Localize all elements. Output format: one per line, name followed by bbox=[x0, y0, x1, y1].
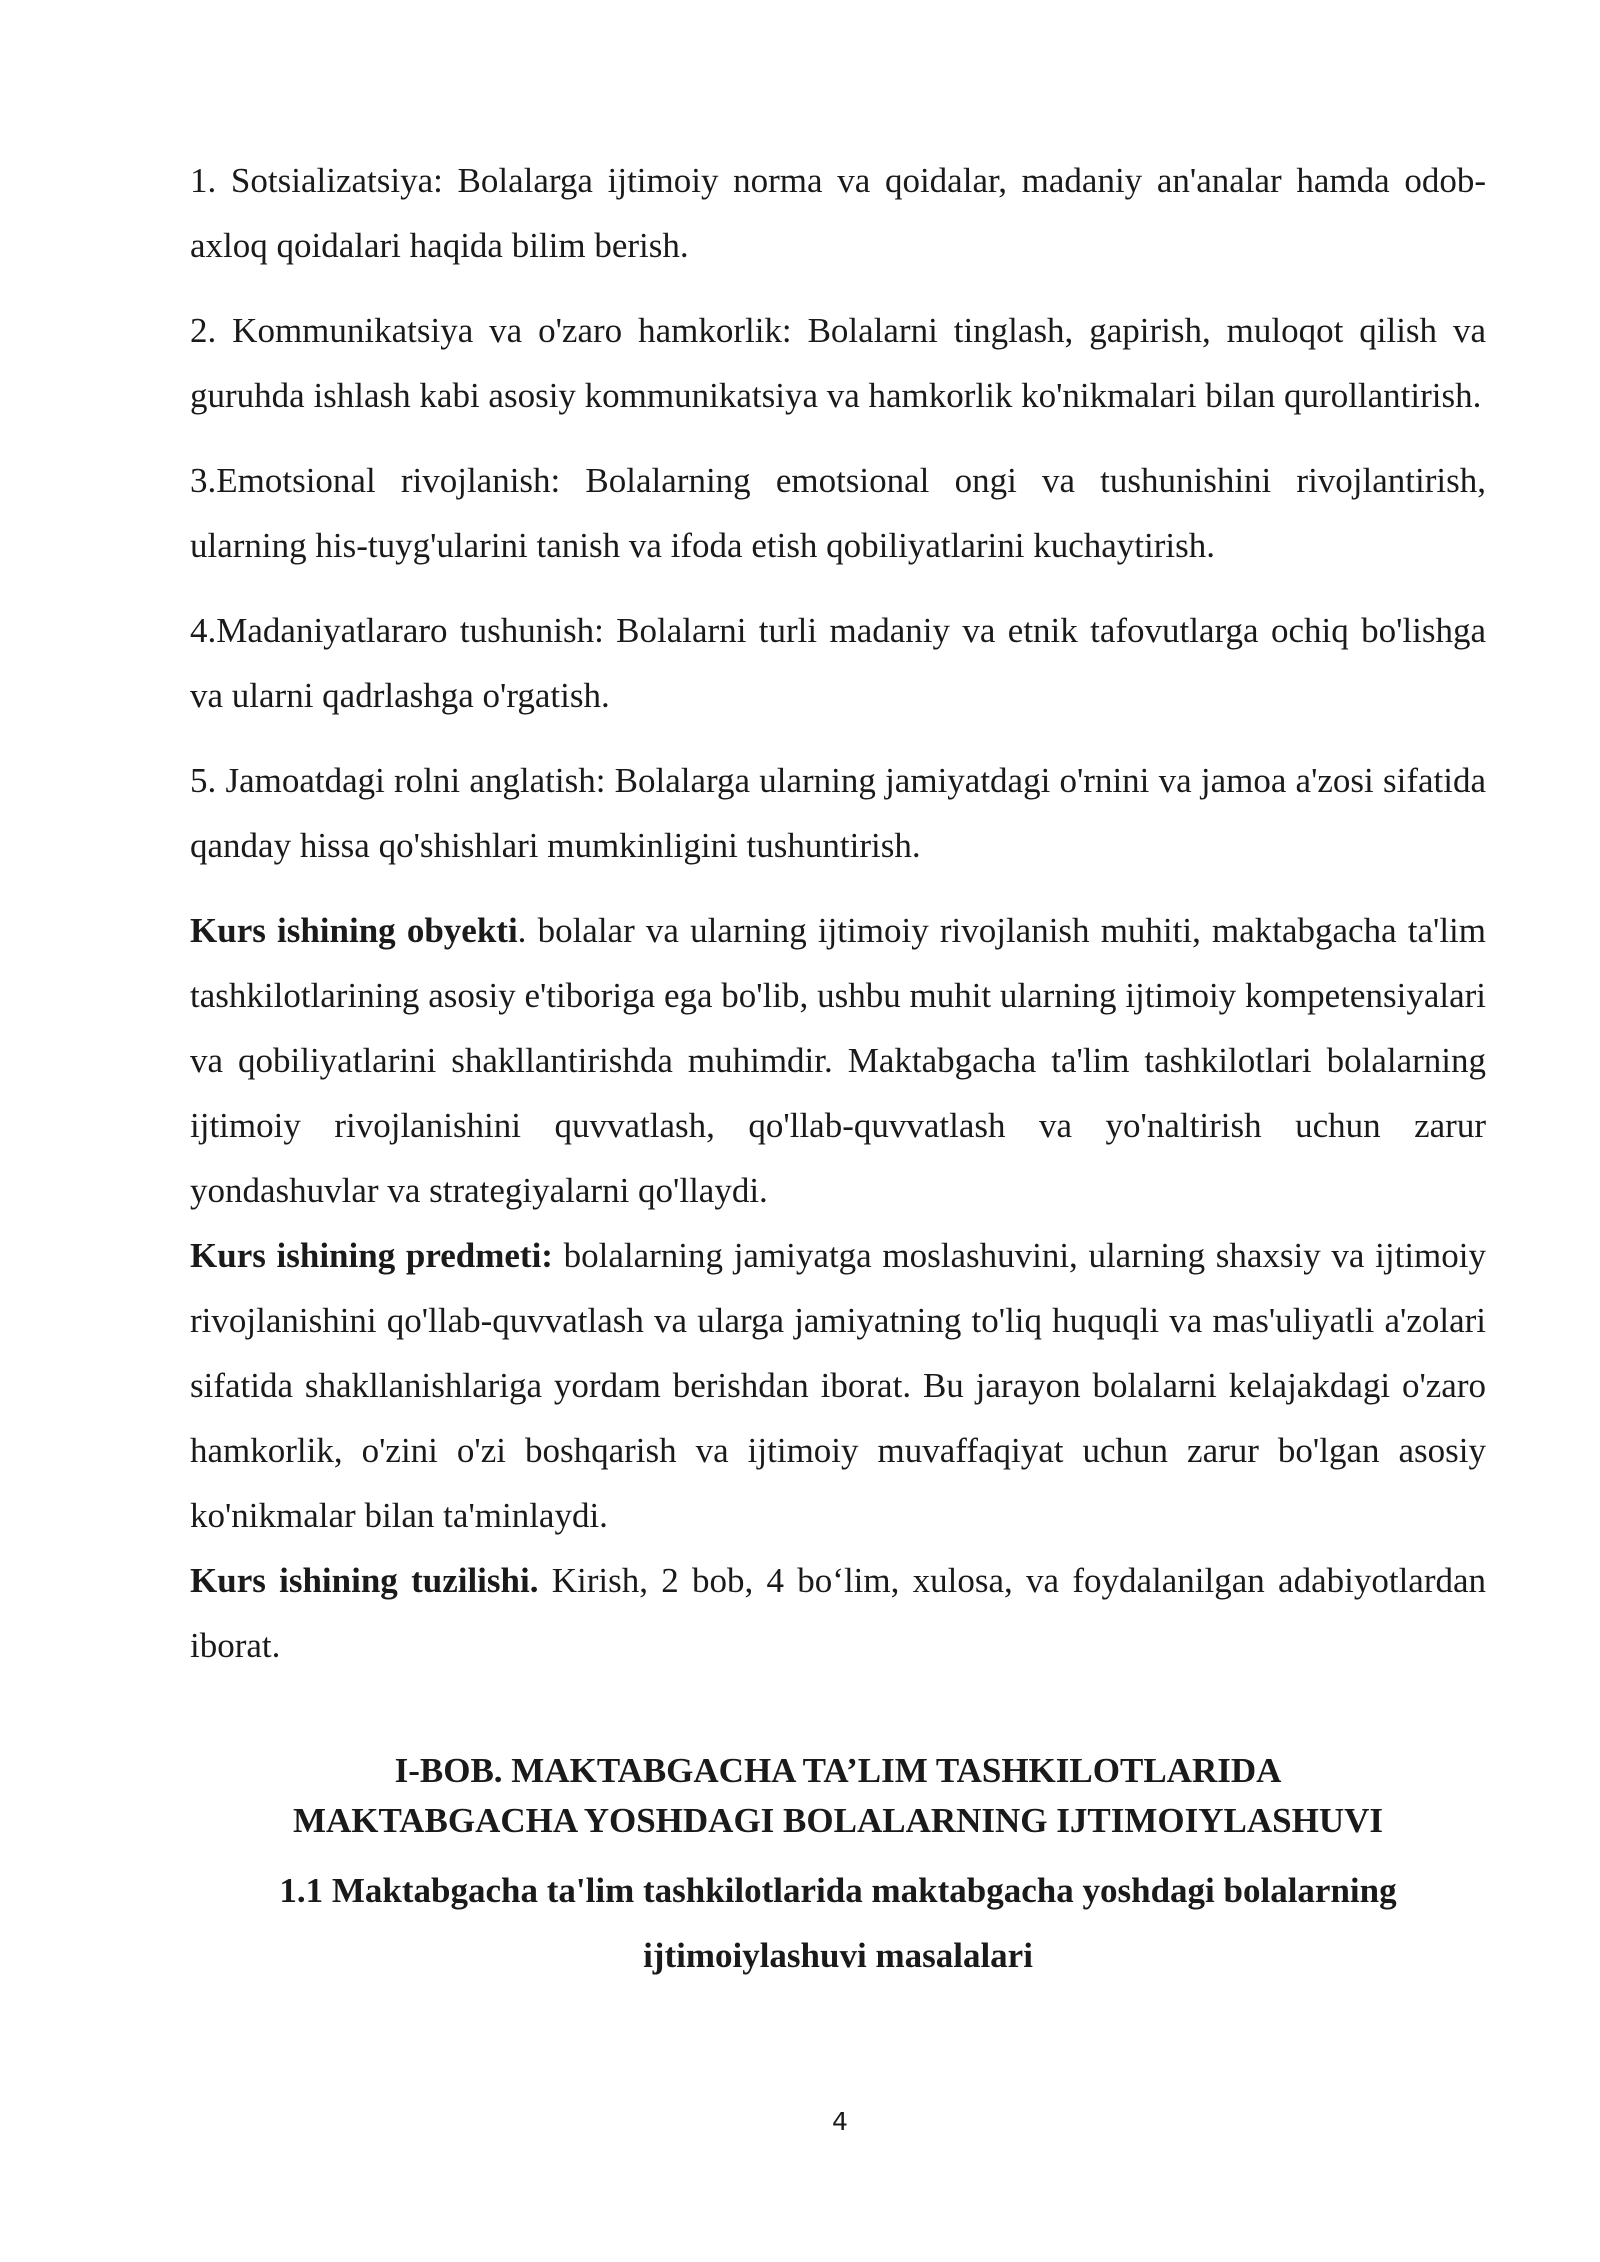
chapter-heading-line-2: MAKTABGACHA YOSHDAGI BOLALARNING IJTIMOIYLASHUVI bbox=[293, 1801, 1383, 1840]
course-object-text: . bolalar va ularning ijtimoiy rivojlanish muhiti, maktabgacha ta'lim tashkilotlarining asosiy e'tiboriga ega bo'lib, ushbu muhit ularning ijtimoiy kompetensiyalari va qobiliyatlarini shakllantirishda muhimdir. Maktabgacha ta'lim tashkilotlari bolalarning ijtimoiy rivojlanishini quvvatlash, qo'llab-quvvatlash va yo'naltirish uchun zarur yondashuvlar va strategiyalarni qo'llaydi. bbox=[190, 911, 1486, 1210]
course-structure-text: Kirish, 2 bob, 4 bo‘lim, xulosa, va foydalanilgan adabiyotlardan iborat. bbox=[190, 1561, 1487, 1665]
course-subject-text: bolalarning jamiyatga moslashuvini, ularning shaxsiy va ijtimoiy rivojlanishini qo'llab-quvvatlash va ularga jamiyatning to'liq huquqli va mas'uliyatli a'zolari sifatida shakllanishlariga yordam berishdan iborat. Bu jarayon bolalarni kelajakdagi o'zaro hamkorlik, o'zini o'zi boshqarish va ijtimoiy muvaffaqiyat uchun zarur bo'lgan asosiy ko'nikmalar bilan ta'minlaydi. bbox=[190, 1236, 1486, 1535]
section-heading-line-2: ijtimoiylashuvi masalalari bbox=[643, 1936, 1033, 1975]
course-subject-label: Kurs ishining predmeti: bbox=[190, 1236, 553, 1275]
course-object-label: Kurs ishining obyekti bbox=[190, 911, 518, 950]
list-item-emotional-development: 3.Emotsional rivojlanish: Bolalarning emotsional ongi va tushunishini rivojlantirish, ularning his-tuyg'ularini tanish va ifoda etish qobiliyatlarini kuchaytirish. bbox=[190, 461, 1486, 565]
chapter-heading bbox=[190, 1746, 1486, 1846]
list-item-socialization: 1. Sotsializatsiya: Bolalarga ijtimoiy norma va qoidalar, madaniy an'analar hamda odob-axloq qoidalari haqida bilim berish. bbox=[190, 161, 1486, 265]
document-page bbox=[190, 148, 1486, 1988]
list-item-intercultural-understanding: 4.Madaniyatlararo tushunish: Bolalarni turli madaniy va etnik tafovutlarga ochiq bo'lishga va ularni qadrlashga o'rgatish. bbox=[190, 611, 1486, 715]
course-subject-paragraph bbox=[190, 1223, 1486, 1548]
list-item-communication: 2. Kommunikatsiya va o'zaro hamkorlik: Bolalarni tinglash, gapirish, muloqot qilish va guruhda ishlash kabi asosiy kommunikatsiya va hamkorlik ko'nikmalari bilan qurollantirish. bbox=[190, 311, 1486, 415]
course-structure-label: Kurs ishining tuzilishi. bbox=[190, 1561, 539, 1600]
course-structure-paragraph bbox=[190, 1548, 1486, 1678]
section-heading-line-1: 1.1 Maktabgacha ta'lim tashkilotlarida maktabgacha yoshdagi bolalarning bbox=[279, 1871, 1397, 1910]
page-number: 4 bbox=[832, 2107, 848, 2136]
course-object-paragraph bbox=[190, 898, 1486, 1223]
section-heading bbox=[190, 1858, 1486, 1988]
chapter-heading-line-1: I-BOB. MAKTABGACHA TA’LIM TASHKILOTLARIDA bbox=[394, 1751, 1282, 1790]
list-item-community-role: 5. Jamoatdagi rolni anglatish: Bolalarga ularning jamiyatdagi o'rnini va jamoa a'zosi sifatida qanday hissa qo'shishlari mumkinligini tushuntirish. bbox=[190, 761, 1486, 865]
